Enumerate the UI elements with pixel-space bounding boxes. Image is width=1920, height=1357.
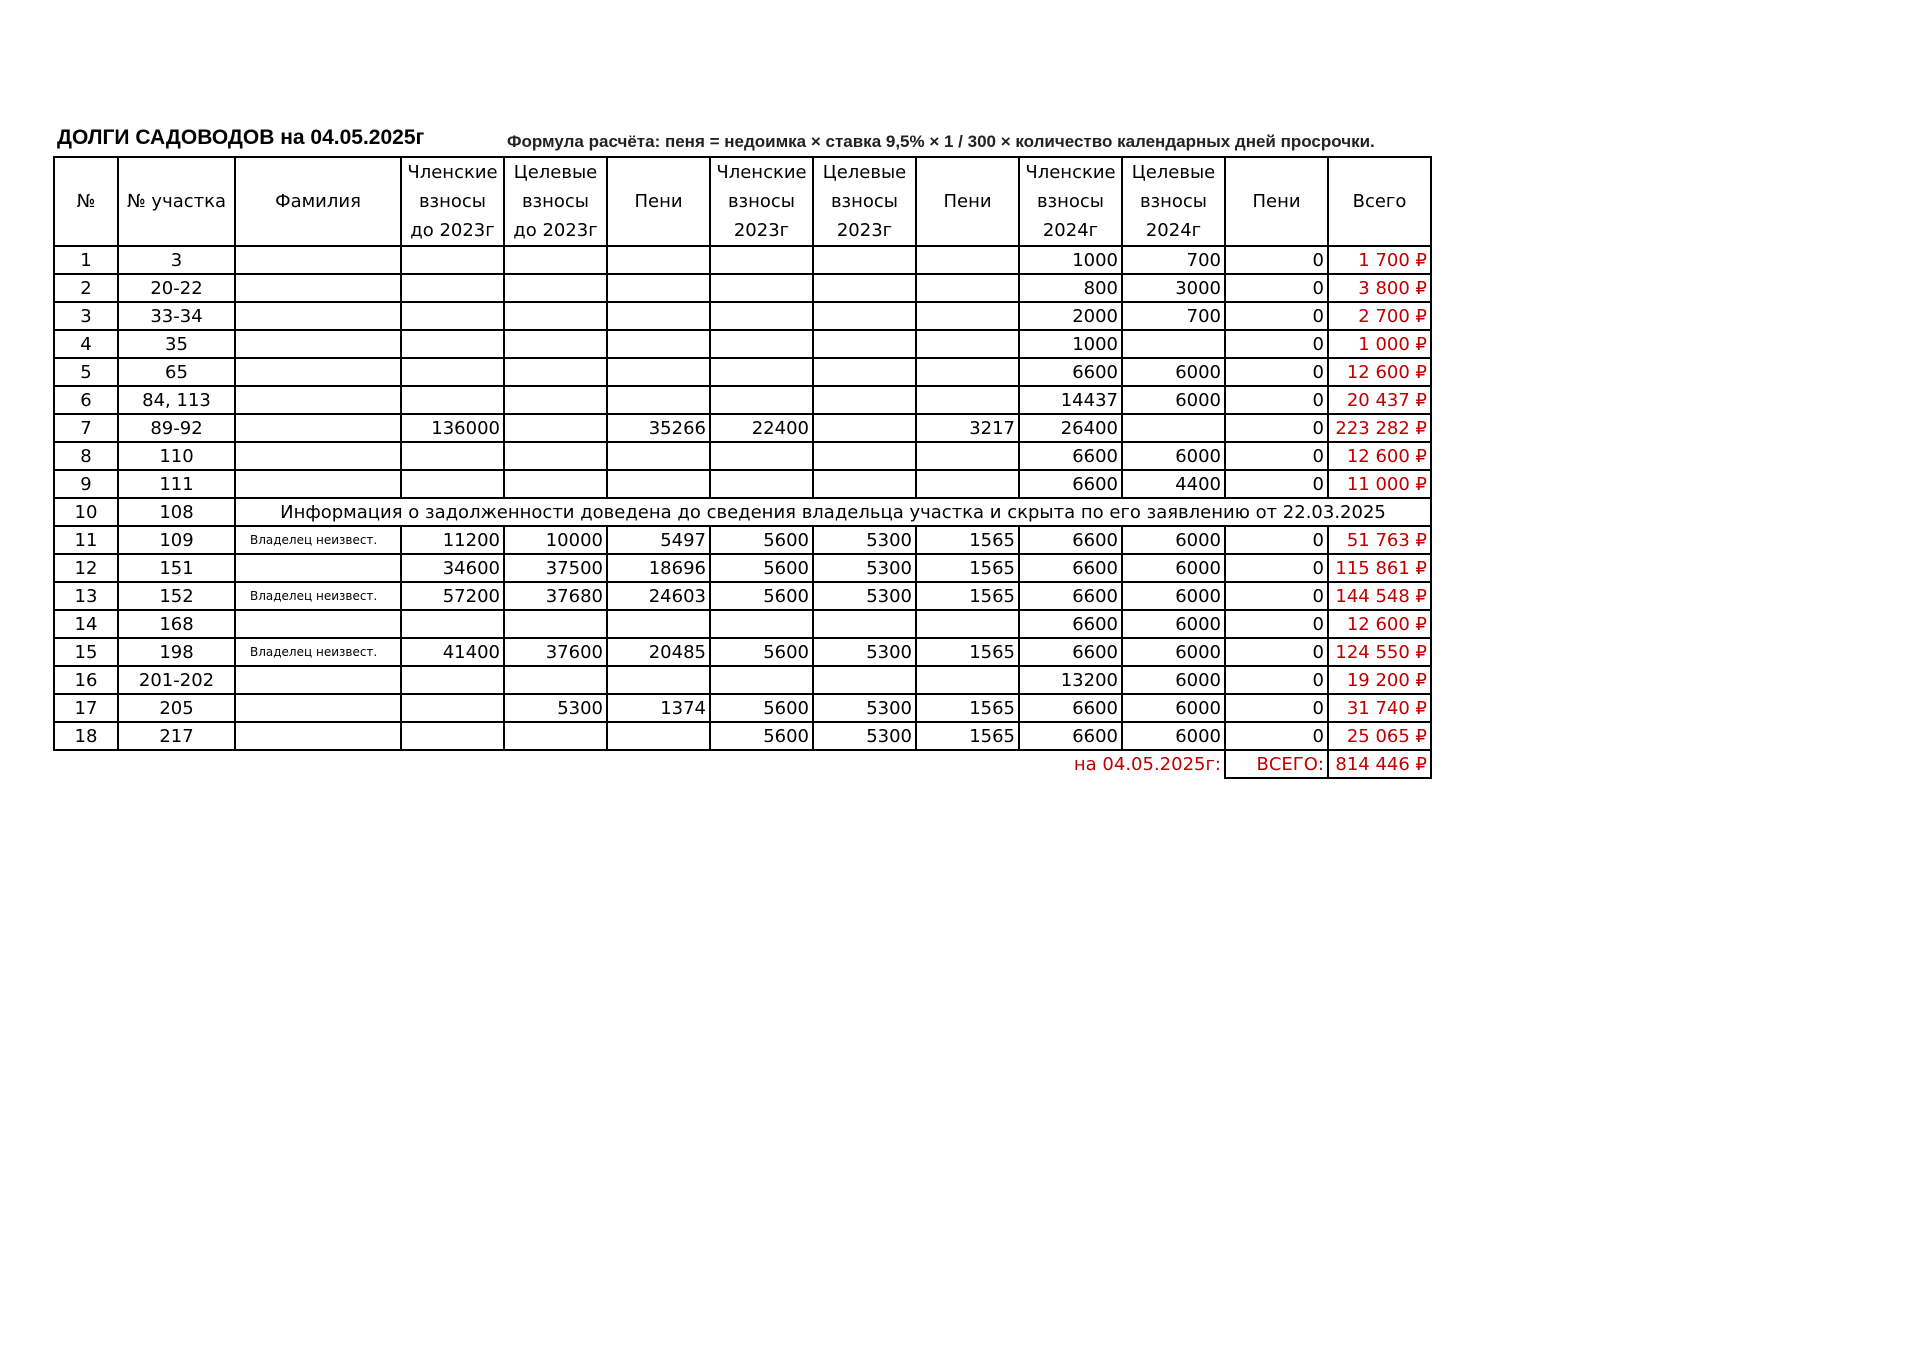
header-row <box>54 157 1431 246</box>
cell-member-2024: 6600 <box>1019 526 1122 554</box>
cell-member-2024: 26400 <box>1019 414 1122 442</box>
cell-target-2023: 5300 <box>813 694 916 722</box>
cell-member-2023: 5600 <box>710 554 813 582</box>
cell-penalty-2024: 0 <box>1225 666 1328 694</box>
header-member-2024: Членские взносы 2024г <box>1019 157 1122 246</box>
cell-target-2023 <box>813 330 916 358</box>
cell-member-2024: 2000 <box>1019 302 1122 330</box>
cell-plot: 3 <box>118 246 235 274</box>
cell-target-pre2023 <box>504 302 607 330</box>
cell-penalty-2023 <box>916 666 1019 694</box>
cell-num: 10 <box>54 498 118 526</box>
cell-penalty-pre2023 <box>607 330 710 358</box>
cell-penalty-pre2023: 5497 <box>607 526 710 554</box>
header-num: № <box>54 157 118 246</box>
summary-total-value: 814 446 ₽ <box>1328 750 1431 778</box>
cell-penalty-pre2023: 20485 <box>607 638 710 666</box>
summary-date: на 04.05.2025г: <box>1073 754 1221 775</box>
cell-penalty-2024: 0 <box>1225 694 1328 722</box>
cell-penalty-2023: 1565 <box>916 722 1019 750</box>
cell-penalty-2023 <box>916 302 1019 330</box>
cell-target-2024: 6000 <box>1122 722 1225 750</box>
cell-num: 16 <box>54 666 118 694</box>
cell-target-2024: 6000 <box>1122 582 1225 610</box>
cell-target-pre2023 <box>504 470 607 498</box>
cell-member-pre2023 <box>401 330 504 358</box>
table-row <box>54 666 1431 694</box>
cell-target-pre2023: 37600 <box>504 638 607 666</box>
cell-member-pre2023 <box>401 274 504 302</box>
header-surname: Фамилия <box>235 157 401 246</box>
header-plot: № участка <box>118 157 235 246</box>
cell-plot: 168 <box>118 610 235 638</box>
cell-target-pre2023 <box>504 358 607 386</box>
cell-plot: 110 <box>118 442 235 470</box>
cell-num: 9 <box>54 470 118 498</box>
cell-member-2024: 6600 <box>1019 694 1122 722</box>
cell-member-2023 <box>710 358 813 386</box>
cell-target-pre2023 <box>504 246 607 274</box>
cell-penalty-2023 <box>916 610 1019 638</box>
cell-target-2024: 6000 <box>1122 694 1225 722</box>
header-target-pre2023: Целевые взносы до 2023г <box>504 157 607 246</box>
header-member-pre2023: Членские взносы до 2023г <box>401 157 504 246</box>
cell-surname <box>235 386 401 414</box>
cell-target-2024: 6000 <box>1122 386 1225 414</box>
cell-penalty-2023: 3217 <box>916 414 1019 442</box>
cell-member-2024: 6600 <box>1019 638 1122 666</box>
cell-penalty-pre2023: 24603 <box>607 582 710 610</box>
cell-plot: 109 <box>118 526 235 554</box>
cell-num: 15 <box>54 638 118 666</box>
table-row <box>54 414 1431 442</box>
cell-target-pre2023 <box>504 414 607 442</box>
cell-member-2024: 14437 <box>1019 386 1122 414</box>
cell-plot: 205 <box>118 694 235 722</box>
cell-surname <box>235 694 401 722</box>
cell-plot: 111 <box>118 470 235 498</box>
cell-target-2023 <box>813 610 916 638</box>
table-row <box>54 442 1431 470</box>
cell-target-2024: 3000 <box>1122 274 1225 302</box>
cell-total: 19 200 ₽ <box>1328 666 1431 694</box>
cell-total: 1 700 ₽ <box>1328 246 1431 274</box>
cell-target-2024: 4400 <box>1122 470 1225 498</box>
cell-surname: Владелец неизвест. <box>235 526 401 554</box>
cell-penalty-pre2023: 18696 <box>607 554 710 582</box>
cell-member-pre2023 <box>401 358 504 386</box>
cell-penalty-pre2023: 35266 <box>607 414 710 442</box>
cell-surname: Владелец неизвест. <box>235 582 401 610</box>
cell-total: 144 548 ₽ <box>1328 582 1431 610</box>
cell-num: 5 <box>54 358 118 386</box>
cell-num: 8 <box>54 442 118 470</box>
cell-target-pre2023: 37500 <box>504 554 607 582</box>
cell-member-2024: 1000 <box>1019 246 1122 274</box>
cell-penalty-2024: 0 <box>1225 470 1328 498</box>
cell-member-2024: 1000 <box>1019 330 1122 358</box>
cell-member-pre2023 <box>401 442 504 470</box>
cell-num: 11 <box>54 526 118 554</box>
cell-total: 115 861 ₽ <box>1328 554 1431 582</box>
cell-member-pre2023 <box>401 610 504 638</box>
cell-target-pre2023 <box>504 386 607 414</box>
cell-target-2023 <box>813 386 916 414</box>
cell-member-2024: 6600 <box>1019 358 1122 386</box>
table-row <box>54 302 1431 330</box>
cell-member-pre2023 <box>401 246 504 274</box>
cell-total: 12 600 ₽ <box>1328 358 1431 386</box>
cell-plot: 20-22 <box>118 274 235 302</box>
cell-total: 124 550 ₽ <box>1328 638 1431 666</box>
cell-plot: 35 <box>118 330 235 358</box>
cell-surname <box>235 666 401 694</box>
cell-penalty-pre2023 <box>607 386 710 414</box>
cell-penalty-pre2023 <box>607 302 710 330</box>
cell-surname <box>235 246 401 274</box>
cell-surname <box>235 274 401 302</box>
cell-penalty-2023: 1565 <box>916 526 1019 554</box>
table-row <box>54 610 1431 638</box>
cell-penalty-2024: 0 <box>1225 246 1328 274</box>
table-body <box>54 246 1431 750</box>
cell-penalty-pre2023 <box>607 246 710 274</box>
cell-target-pre2023: 10000 <box>504 526 607 554</box>
cell-member-2023 <box>710 386 813 414</box>
cell-penalty-2024: 0 <box>1225 414 1328 442</box>
table-row <box>54 274 1431 302</box>
table-row <box>54 386 1431 414</box>
cell-penalty-2024: 0 <box>1225 526 1328 554</box>
cell-plot: 151 <box>118 554 235 582</box>
cell-member-2024: 6600 <box>1019 442 1122 470</box>
cell-num: 6 <box>54 386 118 414</box>
cell-member-2024: 6600 <box>1019 722 1122 750</box>
cell-penalty-2024: 0 <box>1225 582 1328 610</box>
cell-total: 223 282 ₽ <box>1328 414 1431 442</box>
cell-target-pre2023 <box>504 330 607 358</box>
cell-member-2023: 5600 <box>710 694 813 722</box>
cell-penalty-2023 <box>916 442 1019 470</box>
cell-total: 12 600 ₽ <box>1328 442 1431 470</box>
cell-surname <box>235 554 401 582</box>
summary-row <box>54 750 1431 778</box>
header-member-2023: Членские взносы 2023г <box>710 157 813 246</box>
cell-penalty-2023: 1565 <box>916 694 1019 722</box>
cell-penalty-pre2023 <box>607 358 710 386</box>
cell-penalty-2024: 0 <box>1225 554 1328 582</box>
cell-member-pre2023 <box>401 386 504 414</box>
cell-member-pre2023: 34600 <box>401 554 504 582</box>
cell-member-pre2023: 136000 <box>401 414 504 442</box>
cell-target-2023: 5300 <box>813 722 916 750</box>
cell-num: 14 <box>54 610 118 638</box>
cell-num: 1 <box>54 246 118 274</box>
cell-member-2023: 5600 <box>710 582 813 610</box>
cell-num: 13 <box>54 582 118 610</box>
cell-target-2024: 6000 <box>1122 526 1225 554</box>
header-penalty-2024: Пени <box>1225 157 1328 246</box>
cell-target-pre2023 <box>504 610 607 638</box>
cell-penalty-2024: 0 <box>1225 442 1328 470</box>
cell-penalty-pre2023 <box>607 722 710 750</box>
cell-plot: 33-34 <box>118 302 235 330</box>
cell-target-2023 <box>813 358 916 386</box>
cell-penalty-2023 <box>916 274 1019 302</box>
cell-num: 7 <box>54 414 118 442</box>
cell-penalty-pre2023 <box>607 470 710 498</box>
formula-note: Формула расчёта: пеня = недоимка × ставка 9,5% × 1 / 300 × количество календарных дней просрочки. <box>507 132 1375 151</box>
cell-target-2024 <box>1122 414 1225 442</box>
cell-plot: 217 <box>118 722 235 750</box>
cell-penalty-2024: 0 <box>1225 274 1328 302</box>
table-row <box>54 582 1431 610</box>
cell-surname <box>235 330 401 358</box>
cell-target-pre2023 <box>504 274 607 302</box>
table-row <box>54 694 1431 722</box>
page-title: ДОЛГИ САДОВОДОВ на 04.05.2025г <box>57 126 425 149</box>
cell-member-2023 <box>710 666 813 694</box>
cell-penalty-2023: 1565 <box>916 554 1019 582</box>
cell-penalty-pre2023 <box>607 666 710 694</box>
table-row <box>54 330 1431 358</box>
table-row <box>54 638 1431 666</box>
cell-penalty-pre2023: 1374 <box>607 694 710 722</box>
cell-num: 12 <box>54 554 118 582</box>
cell-total: 2 700 ₽ <box>1328 302 1431 330</box>
cell-surname <box>235 470 401 498</box>
cell-member-2024: 6600 <box>1019 610 1122 638</box>
cell-member-pre2023 <box>401 694 504 722</box>
cell-target-2023 <box>813 666 916 694</box>
table-row <box>54 554 1431 582</box>
table-row <box>54 722 1431 750</box>
cell-penalty-2024: 0 <box>1225 386 1328 414</box>
cell-target-2023 <box>813 274 916 302</box>
cell-target-2023 <box>813 442 916 470</box>
table-row <box>54 470 1431 498</box>
cell-plot: 84, 113 <box>118 386 235 414</box>
header-target-2023: Целевые взносы 2023г <box>813 157 916 246</box>
cell-target-pre2023: 5300 <box>504 694 607 722</box>
cell-member-2023: 5600 <box>710 722 813 750</box>
cell-member-2023: 5600 <box>710 638 813 666</box>
cell-member-pre2023 <box>401 722 504 750</box>
summary-total-label: ВСЕГО: <box>1225 750 1328 778</box>
cell-target-2024: 700 <box>1122 302 1225 330</box>
cell-member-2024: 13200 <box>1019 666 1122 694</box>
cell-total: 25 065 ₽ <box>1328 722 1431 750</box>
cell-surname <box>235 358 401 386</box>
cell-penalty-2024: 0 <box>1225 330 1328 358</box>
cell-member-2023 <box>710 274 813 302</box>
cell-member-2024: 6600 <box>1019 582 1122 610</box>
cell-target-2024: 6000 <box>1122 610 1225 638</box>
header-total: Всего <box>1328 157 1431 246</box>
cell-plot: 108 <box>118 498 235 526</box>
cell-member-2023 <box>710 610 813 638</box>
cell-penalty-2024: 0 <box>1225 302 1328 330</box>
cell-penalty-2023 <box>916 246 1019 274</box>
cell-total: 3 800 ₽ <box>1328 274 1431 302</box>
cell-num: 17 <box>54 694 118 722</box>
cell-member-2024: 6600 <box>1019 470 1122 498</box>
cell-penalty-2024: 0 <box>1225 358 1328 386</box>
cell-penalty-2023 <box>916 330 1019 358</box>
cell-total: 11 000 ₽ <box>1328 470 1431 498</box>
cell-total: 12 600 ₽ <box>1328 610 1431 638</box>
cell-plot: 89-92 <box>118 414 235 442</box>
cell-target-2024: 6000 <box>1122 554 1225 582</box>
cell-target-pre2023 <box>504 722 607 750</box>
cell-total: 31 740 ₽ <box>1328 694 1431 722</box>
header-target-2024: Целевые взносы 2024г <box>1122 157 1225 246</box>
cell-target-2024: 6000 <box>1122 442 1225 470</box>
cell-plot: 201-202 <box>118 666 235 694</box>
cell-penalty-2024: 0 <box>1225 638 1328 666</box>
cell-target-pre2023: 37680 <box>504 582 607 610</box>
table-row <box>54 498 1431 526</box>
cell-penalty-pre2023 <box>607 442 710 470</box>
cell-member-pre2023 <box>401 470 504 498</box>
cell-target-2023 <box>813 470 916 498</box>
cell-member-2023: 5600 <box>710 526 813 554</box>
debt-table <box>53 156 1432 779</box>
cell-penalty-2024: 0 <box>1225 722 1328 750</box>
cell-member-pre2023: 57200 <box>401 582 504 610</box>
cell-surname: Владелец неизвест. <box>235 638 401 666</box>
cell-member-2023: 22400 <box>710 414 813 442</box>
cell-target-2023 <box>813 246 916 274</box>
cell-surname <box>235 302 401 330</box>
cell-target-2023: 5300 <box>813 638 916 666</box>
cell-member-pre2023 <box>401 302 504 330</box>
table-row <box>54 358 1431 386</box>
cell-total: 20 437 ₽ <box>1328 386 1431 414</box>
cell-plot: 65 <box>118 358 235 386</box>
cell-total: 1 000 ₽ <box>1328 330 1431 358</box>
cell-penalty-pre2023 <box>607 610 710 638</box>
cell-surname <box>235 722 401 750</box>
cell-penalty-2023 <box>916 470 1019 498</box>
cell-surname <box>235 414 401 442</box>
cell-num: 2 <box>54 274 118 302</box>
cell-member-2023 <box>710 442 813 470</box>
cell-target-2024 <box>1122 330 1225 358</box>
cell-target-2023 <box>813 302 916 330</box>
cell-penalty-2024: 0 <box>1225 610 1328 638</box>
cell-target-2023: 5300 <box>813 554 916 582</box>
cell-member-pre2023: 11200 <box>401 526 504 554</box>
cell-plot: 198 <box>118 638 235 666</box>
cell-member-2024: 800 <box>1019 274 1122 302</box>
cell-penalty-2023: 1565 <box>916 638 1019 666</box>
cell-notice: Информация о задолженности доведена до сведения владельца участка и скрыта по его заявлению от 22.03.2025 <box>235 498 1431 526</box>
cell-num: 4 <box>54 330 118 358</box>
cell-total: 51 763 ₽ <box>1328 526 1431 554</box>
cell-target-2023 <box>813 414 916 442</box>
cell-member-pre2023 <box>401 666 504 694</box>
cell-num: 3 <box>54 302 118 330</box>
cell-target-pre2023 <box>504 666 607 694</box>
cell-target-2023: 5300 <box>813 526 916 554</box>
cell-surname <box>235 442 401 470</box>
cell-plot: 152 <box>118 582 235 610</box>
cell-num: 18 <box>54 722 118 750</box>
cell-target-2024: 6000 <box>1122 358 1225 386</box>
table-row <box>54 246 1431 274</box>
cell-target-2024: 700 <box>1122 246 1225 274</box>
cell-member-2023 <box>710 246 813 274</box>
cell-penalty-2023 <box>916 358 1019 386</box>
cell-surname <box>235 610 401 638</box>
table-row <box>54 526 1431 554</box>
cell-member-2023 <box>710 302 813 330</box>
cell-member-2023 <box>710 470 813 498</box>
cell-target-2024: 6000 <box>1122 638 1225 666</box>
cell-penalty-2023: 1565 <box>916 582 1019 610</box>
cell-target-2024: 6000 <box>1122 666 1225 694</box>
cell-penalty-2023 <box>916 386 1019 414</box>
cell-member-pre2023: 41400 <box>401 638 504 666</box>
header-penalty-2023: Пени <box>916 157 1019 246</box>
cell-member-2023 <box>710 330 813 358</box>
cell-member-2024: 6600 <box>1019 554 1122 582</box>
header-penalty-pre2023: Пени <box>607 157 710 246</box>
cell-target-pre2023 <box>504 442 607 470</box>
cell-target-2023: 5300 <box>813 582 916 610</box>
cell-penalty-pre2023 <box>607 274 710 302</box>
